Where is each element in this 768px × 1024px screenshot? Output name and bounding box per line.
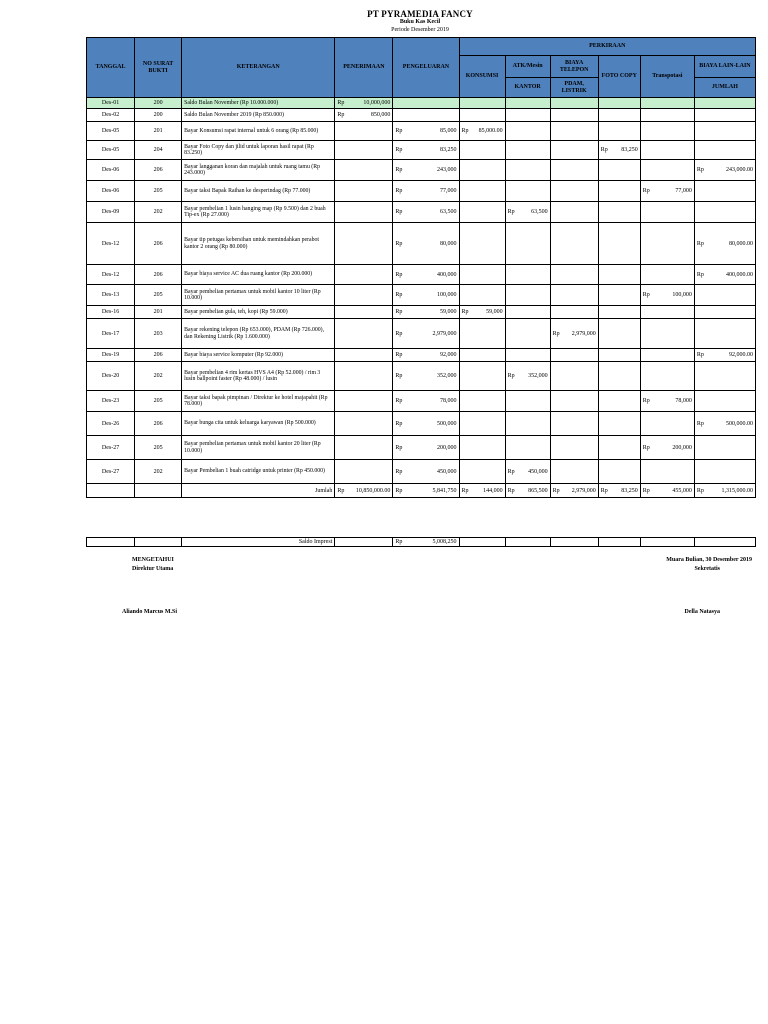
cell-penerimaan: [335, 436, 393, 460]
total-atk: Rp 865,500: [505, 484, 550, 498]
cell-telepon: [550, 285, 598, 306]
col-lain-lain: BIAYA LAIN-LAIN: [694, 56, 755, 78]
cell-no-surat: 205: [135, 391, 182, 412]
cell-telepon: [550, 412, 598, 436]
cell-penerimaan: [335, 349, 393, 362]
cell-pengeluaran: Rp 200,000: [393, 436, 459, 460]
cell-keterangan: Bayar Konsumsi rapat internal untuk 6 orang (Rp 85.000): [182, 122, 335, 141]
cell-konsumsi: [459, 319, 505, 349]
cell-tanggal: Des-16: [87, 306, 135, 319]
cell-tanggal: Des-17: [87, 319, 135, 349]
col-atk: ATK/Mesin: [505, 56, 550, 78]
cell-pengeluaran: Rp 352,000: [393, 362, 459, 391]
cell-penerimaan: [335, 460, 393, 484]
cell-pengeluaran: [393, 98, 459, 109]
ledger-row: [87, 109, 756, 122]
cell-lain-lain: [694, 122, 755, 141]
cell-atk: [505, 436, 550, 460]
cell-no-surat: 206: [135, 349, 182, 362]
ledger-row: [87, 202, 756, 223]
cell-transpotasi: [640, 122, 694, 141]
col-perkiraan: PERKIRAAN: [459, 38, 755, 56]
cell-konsumsi: [459, 412, 505, 436]
ledger-row: [87, 319, 756, 349]
cell-konsumsi: Rp 85,000.00: [459, 122, 505, 141]
cell-konsumsi: [459, 109, 505, 122]
cell-keterangan: Bayar bunga cita untuk keluarga karyawan (Rp 500.000): [182, 412, 335, 436]
cell-telepon: [550, 349, 598, 362]
ledger-row: [87, 306, 756, 319]
col-jumlah: JUMLAH: [694, 78, 755, 98]
cell-penerimaan: [335, 412, 393, 436]
ledger-row: [87, 436, 756, 460]
cell-transpotasi: [640, 306, 694, 319]
cell-lain-lain: [694, 141, 755, 160]
cell-telepon: [550, 122, 598, 141]
cell-tanggal: Des-12: [87, 265, 135, 285]
ledger-row: [87, 349, 756, 362]
cell-tanggal: Des-01: [87, 98, 135, 109]
ledger-row: [87, 285, 756, 306]
cell-penerimaan: [335, 285, 393, 306]
cell-no-surat: 204: [135, 141, 182, 160]
cell-lain-lain: [694, 181, 755, 202]
cell-lain-lain: [694, 98, 755, 109]
cell-lain-lain: [694, 362, 755, 391]
cell-foto-copy: [598, 98, 640, 109]
cell-atk: [505, 306, 550, 319]
cell-foto-copy: [598, 319, 640, 349]
cell-pengeluaran: Rp 243,000: [393, 160, 459, 181]
book-title: Buku Kas Kecil: [399, 19, 441, 25]
col-kantor: KANTOR: [505, 78, 550, 98]
ledger-row: [87, 412, 756, 436]
cell-tanggal: Des-27: [87, 460, 135, 484]
cell-pengeluaran: Rp 92,000: [393, 349, 459, 362]
cell-keterangan: Bayar biaya service komputer (Rp 92.000): [182, 349, 335, 362]
cell-foto-copy: [598, 109, 640, 122]
cell-transpotasi: [640, 223, 694, 265]
cell-konsumsi: [459, 141, 505, 160]
ledger-row: [87, 460, 756, 484]
saldo-imprest-label: Saldo Imprest: [182, 538, 335, 547]
cell-keterangan: Bayar biaya service AC dua ruang kantor (Rp 200.000): [182, 265, 335, 285]
ledger-row: [87, 265, 756, 285]
cell-no-surat: 200: [135, 109, 182, 122]
cell-konsumsi: [459, 349, 505, 362]
cell-telepon: [550, 265, 598, 285]
cell-telepon: Rp 2,979,000: [550, 319, 598, 349]
cell-tanggal: Des-20: [87, 362, 135, 391]
sig-right-role: Sekretatis: [694, 566, 720, 572]
cell-keterangan: Bayar taksi Bapak Raihan ke desperindag (Rp 77.000): [182, 181, 335, 202]
cell-telepon: [550, 98, 598, 109]
cell-foto-copy: [598, 306, 640, 319]
totals-row: [87, 484, 756, 498]
total-foto-copy: Rp 83,250: [598, 484, 640, 498]
cell-telepon: [550, 223, 598, 265]
saldo-imprest-value: Rp 5,008,250: [393, 538, 459, 547]
cell-keterangan: Bayar Foto Copy dan jilid untuk laporan hasil rapat (Rp 83.250): [182, 141, 335, 160]
cell-pengeluaran: Rp 83,250: [393, 141, 459, 160]
cell-tanggal: Des-27: [87, 436, 135, 460]
col-pengeluaran: PENGELUARAN: [393, 38, 459, 98]
cell-telepon: [550, 141, 598, 160]
cell-atk: [505, 122, 550, 141]
cell-transpotasi: Rp 100,000: [640, 285, 694, 306]
cell-transpotasi: [640, 160, 694, 181]
cell-konsumsi: [459, 223, 505, 265]
cell-konsumsi: [459, 98, 505, 109]
cell-atk: [505, 141, 550, 160]
cell-transpotasi: [640, 460, 694, 484]
cell-lain-lain: Rp 500,000.00: [694, 412, 755, 436]
company-title: PT PYRAMEDIA FANCY: [367, 9, 473, 19]
cell-foto-copy: [598, 436, 640, 460]
cell-no-surat: 201: [135, 306, 182, 319]
cell-tanggal: Des-13: [87, 285, 135, 306]
cell-lain-lain: Rp 92,000.00: [694, 349, 755, 362]
cell-keterangan: Bayar pembelian pertamax untuk mobil kantor 10 liter (Rp 10.000): [182, 285, 335, 306]
col-pdam-listrik: PDAM, LISTRIK: [550, 78, 598, 98]
cell-atk: [505, 285, 550, 306]
cell-konsumsi: [459, 160, 505, 181]
sig-left-title: MENGETAHUI: [132, 557, 174, 563]
totals-label: Jumlah: [182, 484, 335, 498]
cell-penerimaan: [335, 391, 393, 412]
cell-foto-copy: [598, 202, 640, 223]
cell-tanggal: Des-06: [87, 181, 135, 202]
cell-no-surat: 205: [135, 285, 182, 306]
cell-atk: [505, 98, 550, 109]
cash-book-table: [86, 37, 756, 498]
cell-transpotasi: [640, 141, 694, 160]
cell-lain-lain: Rp 243,000.00: [694, 160, 755, 181]
cell-transpotasi: [640, 412, 694, 436]
saldo-imprest-table: [86, 537, 756, 547]
cell-penerimaan: Rp 850,000: [335, 109, 393, 122]
cell-pengeluaran: Rp 450,000: [393, 460, 459, 484]
cell-transpotasi: Rp 77,000: [640, 181, 694, 202]
cell-foto-copy: [598, 362, 640, 391]
cell-konsumsi: [459, 181, 505, 202]
cell-no-surat: 201: [135, 122, 182, 141]
cell-telepon: [550, 306, 598, 319]
cell-telepon: [550, 160, 598, 181]
cell-konsumsi: [459, 285, 505, 306]
cell-atk: [505, 265, 550, 285]
ledger-row: [87, 223, 756, 265]
ledger-row: [87, 362, 756, 391]
cell-penerimaan: [335, 202, 393, 223]
cell-lain-lain: [694, 460, 755, 484]
cell-no-surat: 206: [135, 265, 182, 285]
cell-transpotasi: [640, 349, 694, 362]
cell-pengeluaran: Rp 400,000: [393, 265, 459, 285]
cell-lain-lain: [694, 436, 755, 460]
cell-telepon: [550, 109, 598, 122]
total-telepon: Rp 2,979,000: [550, 484, 598, 498]
ledger-row: [87, 122, 756, 141]
ledger-row: [87, 98, 756, 109]
cell-no-surat: 203: [135, 319, 182, 349]
cell-no-surat: 200: [135, 98, 182, 109]
col-no-surat: NO SURAT BUKTI: [135, 38, 182, 98]
cell-keterangan: Bayar pembelian 1 lusin hanging map (Rp 9.500) dan 2 buah Tip-ex (Rp 27.000): [182, 202, 335, 223]
cell-konsumsi: [459, 391, 505, 412]
ledger-row: [87, 391, 756, 412]
cell-atk: Rp 352,000: [505, 362, 550, 391]
cell-no-surat: 202: [135, 362, 182, 391]
cell-atk: Rp 63,500: [505, 202, 550, 223]
cell-keterangan: Bayar tip petugas kebersihan untuk memindahkan perabot kantor 2 orang (Rp 80.000): [182, 223, 335, 265]
cell-foto-copy: Rp 83,250: [598, 141, 640, 160]
cell-tanggal: Des-02: [87, 109, 135, 122]
cell-pengeluaran: Rp 80,000: [393, 223, 459, 265]
cell-keterangan: Bayar Pembelian 1 buah catridge untuk printer (Rp 450.000): [182, 460, 335, 484]
cell-tanggal: Des-05: [87, 122, 135, 141]
cell-foto-copy: [598, 391, 640, 412]
sig-right-name: Della Natasya: [684, 609, 720, 615]
col-transpotasi: Transpotasi: [640, 56, 694, 98]
cell-lain-lain: [694, 319, 755, 349]
col-tanggal: TANGGAL: [87, 38, 135, 98]
cell-pengeluaran: Rp 59,000: [393, 306, 459, 319]
cell-penerimaan: [335, 122, 393, 141]
cell-pengeluaran: Rp 63,500: [393, 202, 459, 223]
cell-penerimaan: [335, 306, 393, 319]
cell-tanggal: Des-23: [87, 391, 135, 412]
cell-penerimaan: [335, 181, 393, 202]
cell-foto-copy: [598, 265, 640, 285]
cell-telepon: [550, 391, 598, 412]
cell-konsumsi: Rp 59,000: [459, 306, 505, 319]
cell-tanggal: Des-06: [87, 160, 135, 181]
cell-pengeluaran: Rp 2,979,000: [393, 319, 459, 349]
cell-pengeluaran: Rp 100,000: [393, 285, 459, 306]
cell-transpotasi: [640, 265, 694, 285]
total-transpotasi: Rp 455,000: [640, 484, 694, 498]
cell-atk: Rp 450,000: [505, 460, 550, 484]
period-label: Periode Desember 2019: [391, 27, 449, 33]
cell-keterangan: Bayar pembelian pertamax untuk mobil kantor 20 liter (Rp 10.000): [182, 436, 335, 460]
cell-keterangan: Bayar taksi bapak pimpinan / Direktur ke hotel majapahit (Rp 78.000): [182, 391, 335, 412]
col-keterangan: KETERANGAN: [182, 38, 335, 98]
cell-atk: [505, 349, 550, 362]
cell-pengeluaran: Rp 500,000: [393, 412, 459, 436]
cell-no-surat: 205: [135, 436, 182, 460]
cell-lain-lain: Rp 400,000.00: [694, 265, 755, 285]
cell-keterangan: Bayar langganan koran dan majalah untuk ruang tamu (Rp 243.000): [182, 160, 335, 181]
cell-lain-lain: [694, 202, 755, 223]
cell-penerimaan: [335, 319, 393, 349]
cell-pengeluaran: Rp 78,000: [393, 391, 459, 412]
cell-lain-lain: [694, 285, 755, 306]
cell-penerimaan: [335, 265, 393, 285]
cell-no-surat: 202: [135, 202, 182, 223]
cell-atk: [505, 160, 550, 181]
cell-konsumsi: [459, 362, 505, 391]
cell-konsumsi: [459, 436, 505, 460]
cell-keterangan: Bayar pembelian 4 rim kertas HVS A4 (Rp 52.000) / rim 3 lusin ballpoint faster (Rp 48.000) / lusin: [182, 362, 335, 391]
cell-transpotasi: [640, 202, 694, 223]
cell-penerimaan: [335, 362, 393, 391]
cell-lain-lain: [694, 306, 755, 319]
cell-telepon: [550, 202, 598, 223]
total-lain-lain: Rp 1,315,000.00: [694, 484, 755, 498]
cell-transpotasi: Rp 78,000: [640, 391, 694, 412]
cell-lain-lain: [694, 109, 755, 122]
total-konsumsi: Rp 144,000: [459, 484, 505, 498]
cell-foto-copy: [598, 181, 640, 202]
cell-no-surat: 206: [135, 412, 182, 436]
col-biaya-telepon: BIAYA TELEPON: [550, 56, 598, 78]
col-penerimaan: PENERIMAAN: [335, 38, 393, 98]
cell-telepon: [550, 181, 598, 202]
cell-penerimaan: [335, 223, 393, 265]
cell-transpotasi: [640, 319, 694, 349]
cell-atk: [505, 181, 550, 202]
cell-atk: [505, 319, 550, 349]
cell-foto-copy: [598, 160, 640, 181]
cell-keterangan: Bayar rekening telepon (Rp 653.000), PDAM (Rp 726.000), dan Rekening Listrik (Rp 1.600.000): [182, 319, 335, 349]
col-konsumsi: KONSUMSI: [459, 56, 505, 98]
total-pengeluaran: Rp 5,841,750: [393, 484, 459, 498]
cell-no-surat: 206: [135, 223, 182, 265]
cell-transpotasi: [640, 109, 694, 122]
cell-pengeluaran: [393, 109, 459, 122]
cell-transpotasi: [640, 362, 694, 391]
cell-konsumsi: [459, 265, 505, 285]
cell-keterangan: Bayar pembelian gula, teh, kopi (Rp 59.000): [182, 306, 335, 319]
cell-telepon: [550, 362, 598, 391]
cell-konsumsi: [459, 460, 505, 484]
cell-tanggal: Des-26: [87, 412, 135, 436]
ledger-row: [87, 181, 756, 202]
cell-tanggal: Des-19: [87, 349, 135, 362]
cell-atk: [505, 391, 550, 412]
ledger-row: [87, 141, 756, 160]
sig-left-role: Direktur Utama: [132, 566, 174, 572]
cell-lain-lain: [694, 391, 755, 412]
cell-atk: [505, 412, 550, 436]
cell-tanggal: Des-12: [87, 223, 135, 265]
sig-right-place-date: Muara Bulian, 30 Desember 2019: [666, 557, 752, 563]
total-penerimaan: Rp 10,850,000.00: [335, 484, 393, 498]
cell-no-surat: 206: [135, 160, 182, 181]
col-foto-copy: FOTO COPY: [598, 56, 640, 98]
cell-foto-copy: [598, 460, 640, 484]
cell-foto-copy: [598, 412, 640, 436]
cell-foto-copy: [598, 349, 640, 362]
cell-penerimaan: Rp 10,000,000: [335, 98, 393, 109]
cell-foto-copy: [598, 122, 640, 141]
cell-konsumsi: [459, 202, 505, 223]
cell-keterangan: Saldo Bulan November 2019 (Rp 850.000): [182, 109, 335, 122]
cell-transpotasi: [640, 98, 694, 109]
cell-telepon: [550, 460, 598, 484]
cell-telepon: [550, 436, 598, 460]
cell-penerimaan: [335, 141, 393, 160]
cell-foto-copy: [598, 223, 640, 265]
cell-pengeluaran: Rp 85,000: [393, 122, 459, 141]
cell-pengeluaran: Rp 77,000: [393, 181, 459, 202]
cell-tanggal: Des-09: [87, 202, 135, 223]
cell-keterangan: Saldo Bulan November (Rp 10.000.000): [182, 98, 335, 109]
cell-no-surat: 205: [135, 181, 182, 202]
cell-no-surat: 202: [135, 460, 182, 484]
cell-lain-lain: Rp 80,000.00: [694, 223, 755, 265]
cell-foto-copy: [598, 285, 640, 306]
cell-tanggal: Des-05: [87, 141, 135, 160]
cell-atk: [505, 223, 550, 265]
cell-atk: [505, 109, 550, 122]
ledger-row: [87, 160, 756, 181]
cell-transpotasi: Rp 200,000: [640, 436, 694, 460]
cell-penerimaan: [335, 160, 393, 181]
sig-left-name: Aliando Marcus M.Si: [122, 609, 178, 615]
